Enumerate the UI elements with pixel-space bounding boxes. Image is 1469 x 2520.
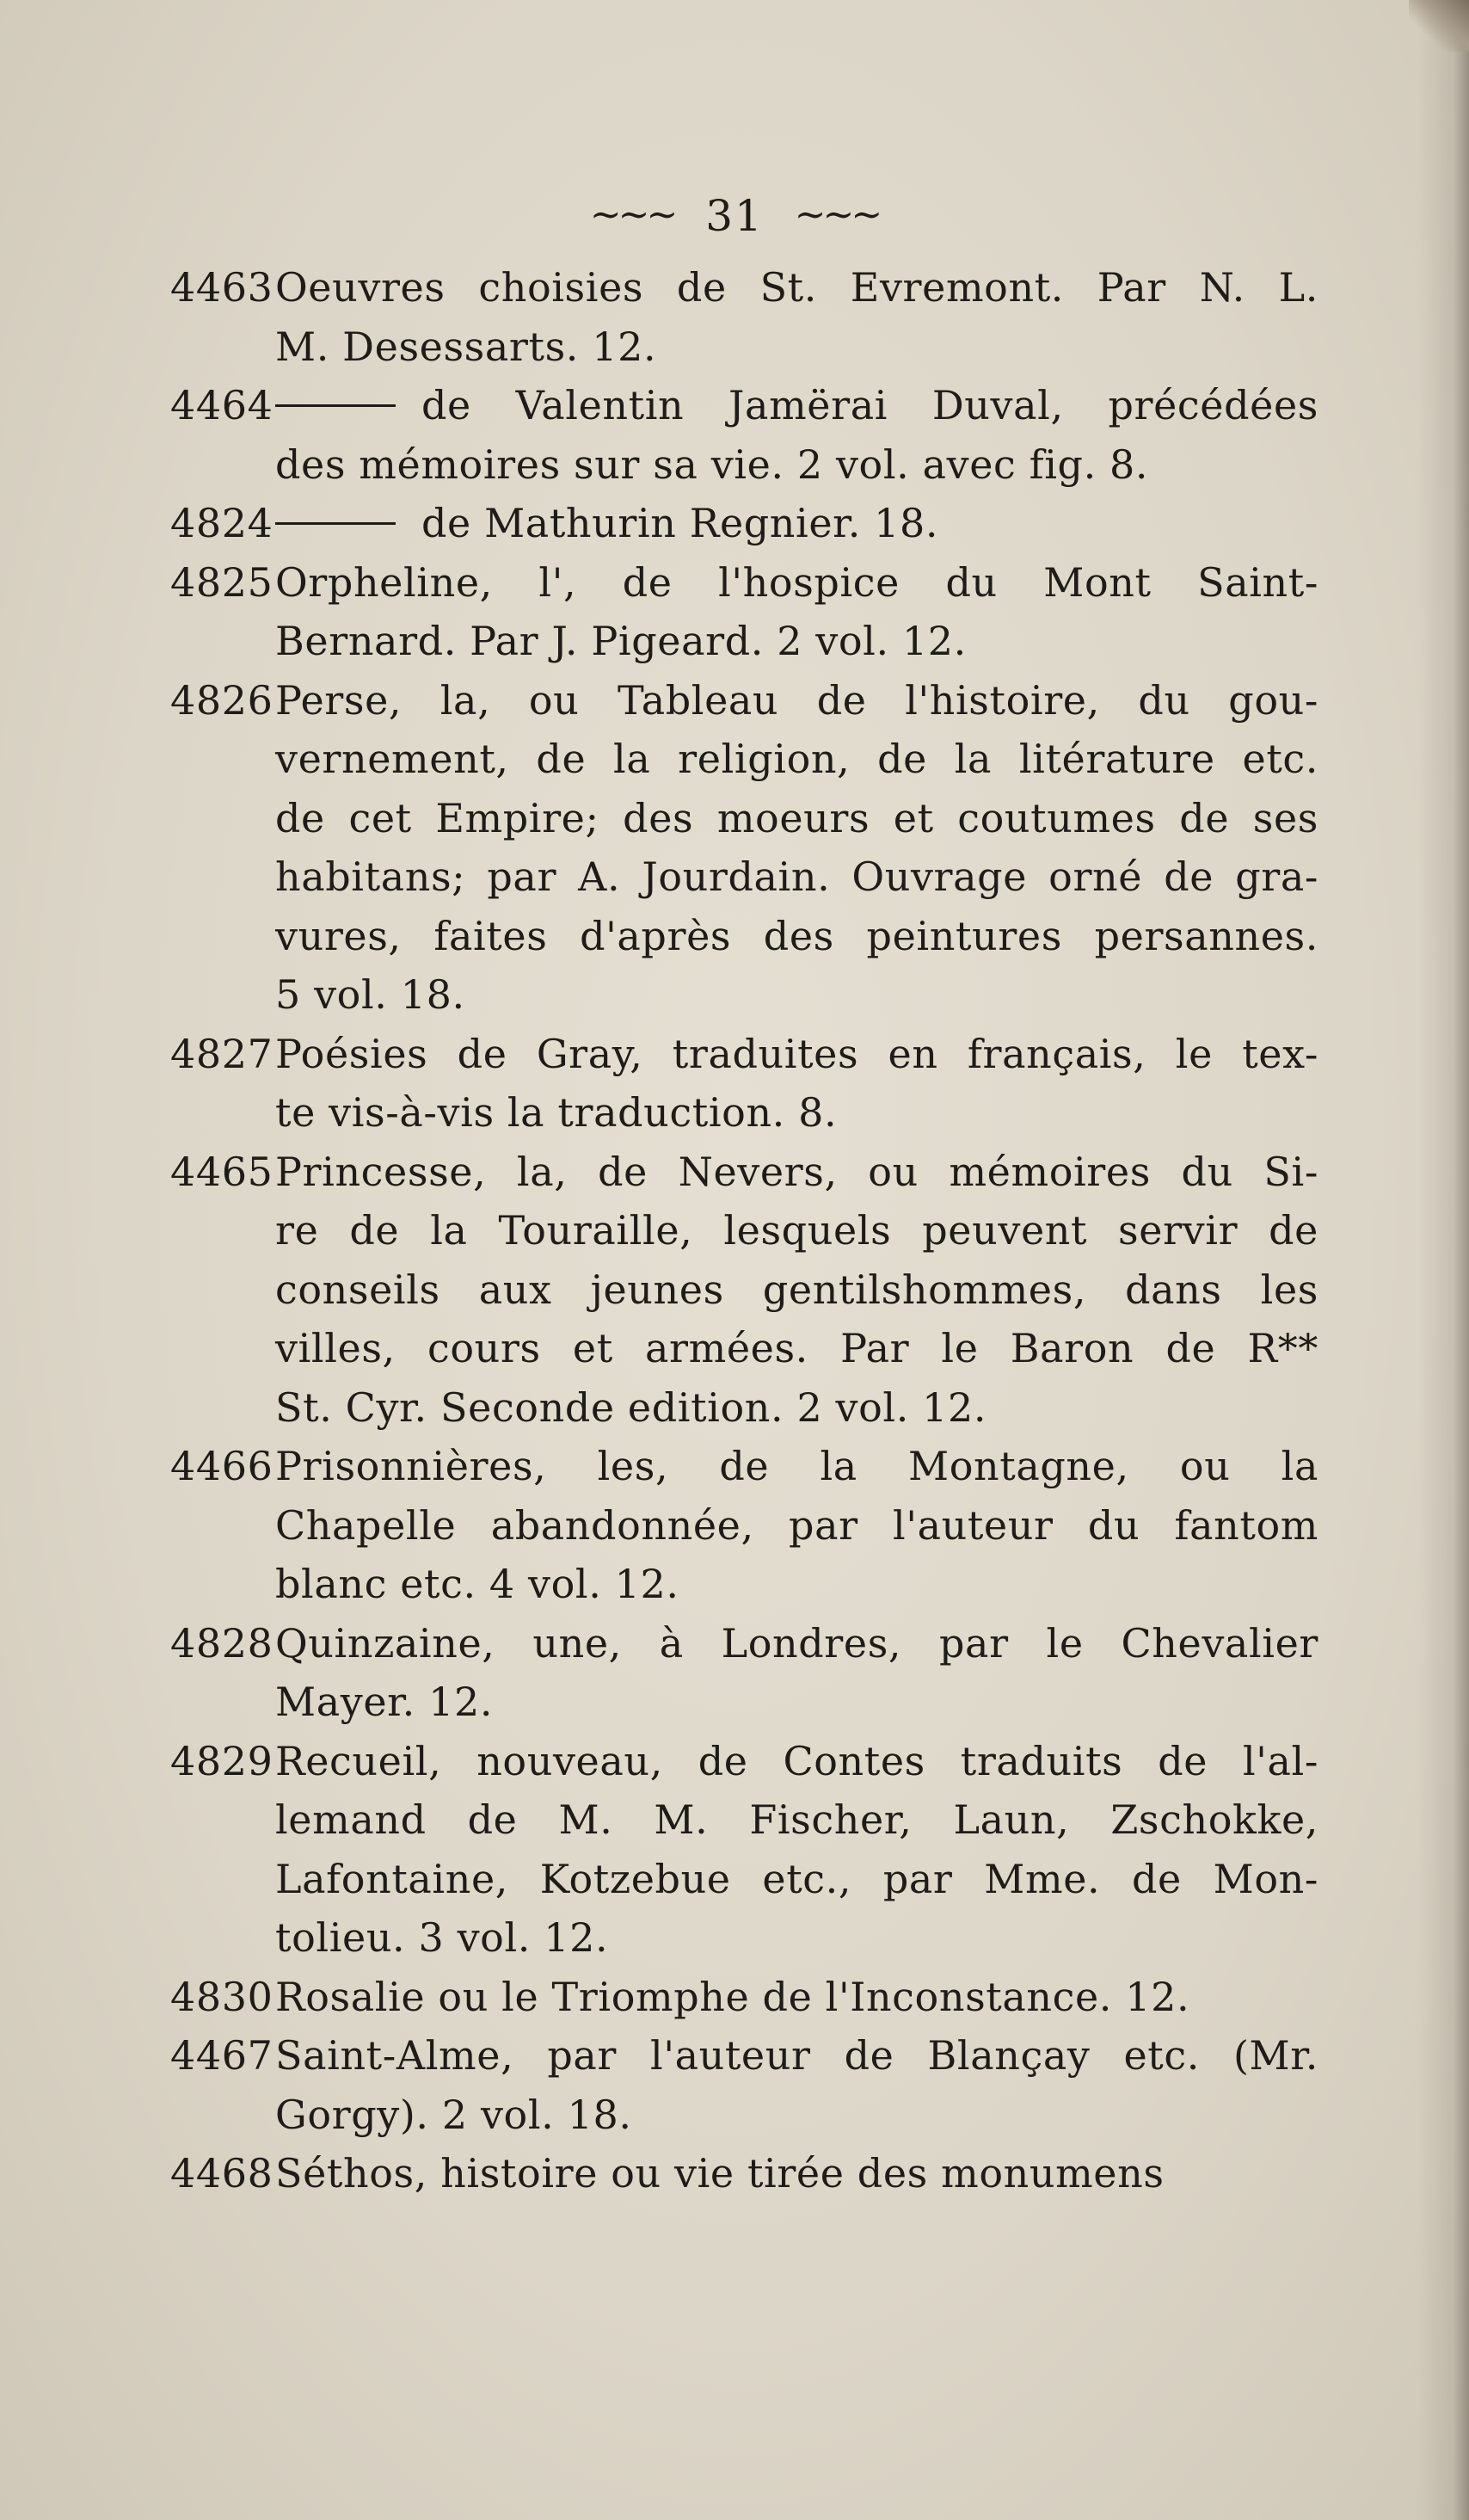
entry-number: 4830 [170, 1973, 274, 2020]
entry-first-line [170, 2144, 1318, 2203]
page-corner-fold [1409, 0, 1469, 52]
entry-text: Quinzaine, une, à Londres, par le Chevalier [275, 1619, 1318, 1667]
entry-continuation-line [170, 1555, 1318, 1614]
entry-number: 4829 [170, 1737, 274, 1784]
entry-continuation-line [170, 1201, 1318, 1260]
entry-text: Poésies de Gray, traduites en français, le tex- [275, 1030, 1318, 1077]
entry-number: 4463 [170, 264, 274, 311]
entry-continuation-line [170, 612, 1318, 671]
entry-number: 4826 [170, 676, 274, 724]
header-ornament-right: ~~~ [794, 193, 880, 237]
page-edge-shadow [1417, 0, 1469, 2520]
header-ornament-left: ~~~ [589, 193, 675, 237]
entry-first-line [170, 553, 1318, 613]
entry-continuation-line [170, 1083, 1318, 1143]
entry-text: habitans; par A. Jourdain. Ouvrage orné de gra- [275, 853, 1318, 900]
entry-text: re de la Touraille, lesquels peuvent servir de [275, 1207, 1318, 1254]
entry-text: Rosalie ou le Triomphe de l'Inconstance. 12. [275, 1973, 1190, 2020]
entry-continuation-line [170, 1850, 1318, 1909]
entry-first-line [170, 1143, 1318, 1202]
catalog-entry [170, 1968, 1318, 2027]
catalog-entry [170, 1437, 1318, 1614]
entry-continuation-line [170, 1378, 1318, 1438]
entry-number: 4468 [170, 2150, 274, 2197]
entry-number: 4824 [170, 500, 274, 546]
entry-number: 4828 [170, 1619, 274, 1667]
catalog-entry [170, 1614, 1318, 1732]
entry-text: de Valentin Jamërai Duval, précédées [421, 382, 1318, 428]
entry-text: Séthos, histoire ou vie tirée des monumens [275, 2150, 1165, 2197]
entry-text: vernement, de la religion, de la litérature etc. [275, 736, 1318, 782]
entry-continuation-line [170, 907, 1318, 966]
entry-text: Bernard. Par J. Pigeard. 2 vol. 12. [275, 618, 967, 664]
catalog-entry [170, 494, 1318, 553]
entry-first-line [170, 1732, 1318, 1791]
entry-continuation-line [170, 847, 1318, 907]
entry-text: de cet Empire; des moeurs et coutumes de ses [275, 794, 1318, 841]
entry-text: lemand de M. M. Fischer, Laun, Zschokke, [275, 1796, 1318, 1843]
catalog-entry [170, 1143, 1318, 1438]
entry-text: Chapelle abandonnée, par l'auteur du fantom [275, 1501, 1318, 1549]
entry-continuation-line [170, 1319, 1318, 1378]
catalog-entry [170, 1025, 1318, 1143]
entry-continuation-line [170, 2086, 1318, 2145]
entry-text: St. Cyr. Seconde edition. 2 vol. 12. [275, 1383, 987, 1431]
entry-first-line [170, 1437, 1318, 1496]
entry-number: 4464 [170, 382, 274, 428]
entry-text: M. Desessarts. 12. [275, 323, 657, 370]
entry-continuation-line [170, 965, 1318, 1025]
entry-continuation-line [170, 1496, 1318, 1556]
ditto-dash [275, 522, 396, 525]
entry-first-line [170, 671, 1318, 730]
entry-continuation-line [170, 730, 1318, 789]
page-number: 31 [705, 191, 764, 241]
page-header [0, 191, 1469, 241]
ditto-dash [275, 404, 396, 407]
entry-first-line [170, 1614, 1318, 1673]
entry-continuation-line [170, 317, 1318, 377]
catalog-entry [170, 376, 1318, 494]
entry-number: 4465 [170, 1148, 274, 1195]
entry-first-line [170, 1968, 1318, 2027]
entry-continuation-line [170, 1673, 1318, 1732]
entry-text: conseils aux jeunes gentilshommes, dans les [275, 1266, 1318, 1313]
entry-text: villes, cours et armées. Par le Baron de R** [275, 1325, 1318, 1371]
entry-number: 4827 [170, 1030, 274, 1077]
entry-first-line [170, 376, 1318, 435]
entry-text: te vis-à-vis la traduction. 8. [275, 1089, 838, 1136]
entry-number: 4467 [170, 2032, 274, 2079]
entry-first-line [170, 494, 1318, 553]
entry-text: 5 vol. 18. [275, 971, 465, 1018]
entry-first-line [170, 1025, 1318, 1084]
entry-first-line [170, 258, 1318, 317]
entry-number: 4466 [170, 1443, 274, 1489]
entry-text: tolieu. 3 vol. 12. [275, 1914, 609, 1961]
entry-text: vures, faites d'après des peintures persannes. [275, 912, 1318, 959]
entry-text: de Mathurin Regnier. 18. [421, 500, 939, 546]
catalog-entry [170, 2144, 1318, 2203]
entry-text: blanc etc. 4 vol. 12. [275, 1561, 679, 1607]
entry-text: Saint-Alme, par l'auteur de Blançay etc. (Mr. [275, 2032, 1318, 2079]
entry-text: Orpheline, l', de l'hospice du Mont Saint- [275, 558, 1318, 606]
entry-text: Princesse, la, de Nevers, ou mémoires du Si- [275, 1148, 1318, 1195]
entry-number: 4825 [170, 558, 274, 606]
entry-text: Prisonnières, les, de la Montagne, ou la [275, 1443, 1318, 1489]
entry-text: Perse, la, ou Tableau de l'histoire, du gou- [275, 676, 1318, 724]
entry-continuation-line [170, 789, 1318, 848]
entry-first-line [170, 2026, 1318, 2086]
entry-text: Oeuvres choisies de St. Evremont. Par N. L. [275, 264, 1318, 311]
entry-text: Gorgy). 2 vol. 18. [275, 2091, 632, 2138]
catalog-entry [170, 258, 1318, 376]
entry-continuation-line [170, 435, 1318, 495]
entry-continuation-line [170, 1790, 1318, 1850]
catalog-entries [170, 258, 1318, 2203]
entry-text: des mémoires sur sa vie. 2 vol. avec fig. 8. [275, 441, 1149, 488]
catalog-entry [170, 671, 1318, 1025]
catalog-entry [170, 1732, 1318, 1968]
entry-continuation-line [170, 1260, 1318, 1320]
entry-text: Recueil, nouveau, de Contes traduits de l'al- [275, 1737, 1318, 1784]
entry-text: Lafontaine, Kotzebue etc., par Mme. de Mon- [275, 1855, 1318, 1902]
catalog-entry [170, 2026, 1318, 2144]
entry-continuation-line [170, 1908, 1318, 1968]
entry-text: Mayer. 12. [275, 1679, 494, 1725]
catalog-entry [170, 553, 1318, 671]
